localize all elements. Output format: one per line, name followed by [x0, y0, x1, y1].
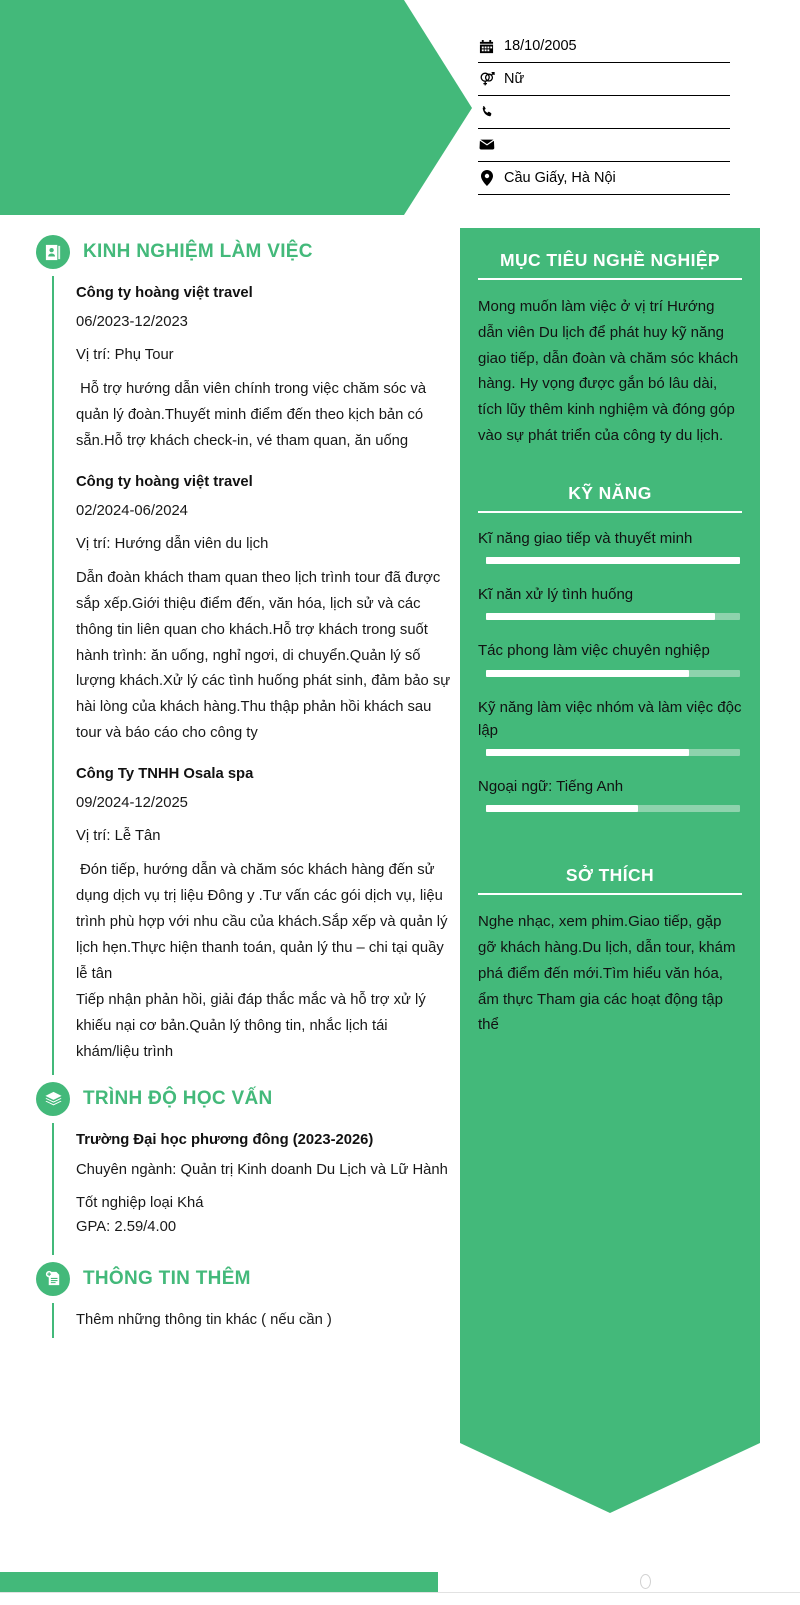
- experience-company: Công ty hoàng việt travel: [76, 473, 253, 490]
- email-icon: [478, 138, 495, 152]
- contact-row-gender: [478, 63, 730, 96]
- education-grade: Tốt nghiệp loại Khá: [76, 1194, 204, 1211]
- experience-period: 09/2024-12/2025: [76, 795, 188, 812]
- skill-label: Kĩ năn xử lý tình huống: [478, 586, 634, 604]
- side-panel-content: [478, 228, 742, 1038]
- experience-title: KINH NGHIỆM LÀM VIỆC: [83, 241, 313, 262]
- skill-item: [478, 696, 742, 757]
- gender-icon: [478, 71, 495, 87]
- experience-company: Công Ty TNHH Osala spa: [76, 766, 254, 783]
- experience-description: Hỗ trợ hướng dẫn viên chính trong việc chăm sóc và quản lý đoàn.Thuyết minh điểm đến theo kịch bản có sẵn.Hỗ trợ khách check-in, vé tham quan, ăn uống: [76, 381, 431, 449]
- skill-progress-track: [486, 613, 740, 620]
- contact-row-birthdate: [478, 30, 730, 63]
- experience-description-extra: Tiếp nhận phản hồi, giải đáp thắc mắc và hỗ trợ xử lý khiếu nại cơ bản.Quản lý thông tin, nhắc lịch tái khám/liệu trình: [76, 991, 430, 1060]
- additional-header: [0, 1255, 455, 1303]
- skill-label: Kĩ năng giao tiếp và thuyết minh: [478, 529, 693, 547]
- layers-icon: [36, 1082, 70, 1116]
- experience-company: Công ty hoàng việt travel: [76, 285, 253, 301]
- id-card-icon: [36, 235, 70, 269]
- additional-text: Thêm những thông tin khác ( nếu cần ): [76, 1311, 332, 1328]
- panel-spacer-1: [478, 449, 742, 483]
- experience-period: 06/2023-12/2023: [76, 314, 188, 331]
- document-plus-icon: [36, 1262, 70, 1296]
- panel-spacer-2: [478, 831, 742, 865]
- skill-item: [478, 583, 742, 620]
- skill-progress-track: [486, 805, 740, 812]
- location-icon: [478, 170, 495, 186]
- phone-icon: [478, 105, 495, 119]
- skill-progress-fill: [486, 805, 638, 812]
- skill-progress-track: [486, 557, 740, 564]
- skill-item: [478, 639, 742, 676]
- skill-item: [478, 775, 742, 812]
- header-banner: [0, 0, 472, 215]
- experience-description: Đón tiếp, hướng dẫn và chăm sóc khách hàng đến sử dụng dịch vụ trị liệu Đông y .Tư vấn các gói dịch vụ, liệu trình phù hợp với nhu cầu của khách.Sắp xếp và quản lý lịch hẹn.Thực hiện thanh toán, quản lý thu – chi tại quầy lễ tân: [76, 862, 452, 982]
- contact-row-email: [478, 129, 730, 162]
- skill-label: Ngoại ngữ: Tiếng Anh: [478, 778, 624, 796]
- skill-item: [478, 527, 742, 564]
- section-additional-info: [0, 1255, 455, 1339]
- page-divider: [0, 1592, 800, 1593]
- additional-title: THÔNG TIN THÊM: [83, 1267, 251, 1289]
- section-experience: [0, 228, 455, 1075]
- experience-position: Vị trí: Lễ Tân: [76, 828, 161, 845]
- skills-title: KỸ NĂNG: [478, 483, 742, 513]
- contact-value-gender: Nữ: [504, 70, 525, 87]
- experience-description: Dẫn đoàn khách tham quan theo lịch trình tour đã được sắp xếp.Giới thiệu điểm đến, văn hóa, lịch sử và các thông tin liên quan cho khách.Hỗ trợ khách trong suốt hành trình: ăn uống, nghỉ ngơi, di chuyển.Quản lý số lượng khách.Xử lý các tình huống phát sinh, đảm bảo sự hài lòng của khách hàng.Thu thập phản hồi khách sau tour và báo cáo cho công ty: [76, 569, 455, 742]
- skill-progress-fill: [486, 670, 689, 677]
- experience-entry: [76, 471, 455, 747]
- skill-progress-fill: [486, 749, 689, 756]
- experience-entry: [76, 763, 455, 1065]
- objective-title: MỤC TIÊU NGHỀ NGHIỆP: [478, 250, 742, 280]
- contact-row-phone: [478, 96, 730, 129]
- education-major: Chuyên ngành: Quản trị Kinh doanh Du Lịch và Lữ Hành: [76, 1161, 448, 1178]
- skill-progress-fill: [486, 557, 740, 564]
- education-gpa: GPA: 2.59/4.00: [76, 1218, 177, 1235]
- experience-position: Vị trí: Phụ Tour: [76, 347, 174, 364]
- calendar-icon: [478, 39, 495, 54]
- skill-label: Tác phong làm việc chuyên nghiệp: [478, 642, 710, 660]
- footer-bar: [0, 1572, 438, 1592]
- education-school: Trường Đại học phương đông (2023-2026): [76, 1132, 374, 1149]
- main-column: [0, 228, 455, 1338]
- education-title: TRÌNH ĐỘ HỌC VẤN: [83, 1088, 273, 1110]
- additional-body: [52, 1303, 455, 1339]
- education-entry: [76, 1129, 455, 1239]
- experience-header: [0, 228, 455, 276]
- skill-progress-track: [486, 670, 740, 677]
- experience-period: 02/2024-06/2024: [76, 502, 188, 519]
- section-education: [0, 1075, 455, 1254]
- education-body: [52, 1123, 455, 1254]
- objective-body: Mong muốn làm việc ở vị trí Hướng dẫn viên Du lịch để phát huy kỹ năng giao tiếp, dẫn đoàn và chăm sóc khách hàng. Hy vọng được gắn bó lâu dài, tích lũy thêm kinh nghiệm và đóng góp vào sự phát triển của công ty du lịch.: [478, 298, 739, 444]
- hobbies-body: Nghe nhạc, xem phim.Giao tiếp, gặp gỡ khách hàng.Du lịch, dẫn tour, khám phá điểm đến mới.Tìm hiểu văn hóa, ẩm thực Tham gia các hoạt động tập thể: [478, 913, 736, 1034]
- contact-list: [478, 30, 730, 195]
- contact-value-address: Cầu Giấy, Hà Nội: [504, 169, 616, 186]
- contact-value-birthdate: 18/10/2005: [504, 37, 577, 54]
- education-header: [0, 1075, 455, 1123]
- experience-body: [52, 276, 455, 1075]
- hobbies-title: SỞ THÍCH: [478, 865, 742, 895]
- experience-entry: [76, 282, 455, 455]
- page-indicator: [640, 1574, 651, 1589]
- skill-label: Kỹ năng làm việc nhóm và làm việc độc lập: [478, 698, 742, 739]
- contact-row-address: [478, 162, 730, 195]
- skill-progress-track: [486, 749, 740, 756]
- skill-progress-fill: [486, 613, 715, 620]
- experience-position: Vị trí: Hướng dẫn viên du lịch: [76, 535, 269, 552]
